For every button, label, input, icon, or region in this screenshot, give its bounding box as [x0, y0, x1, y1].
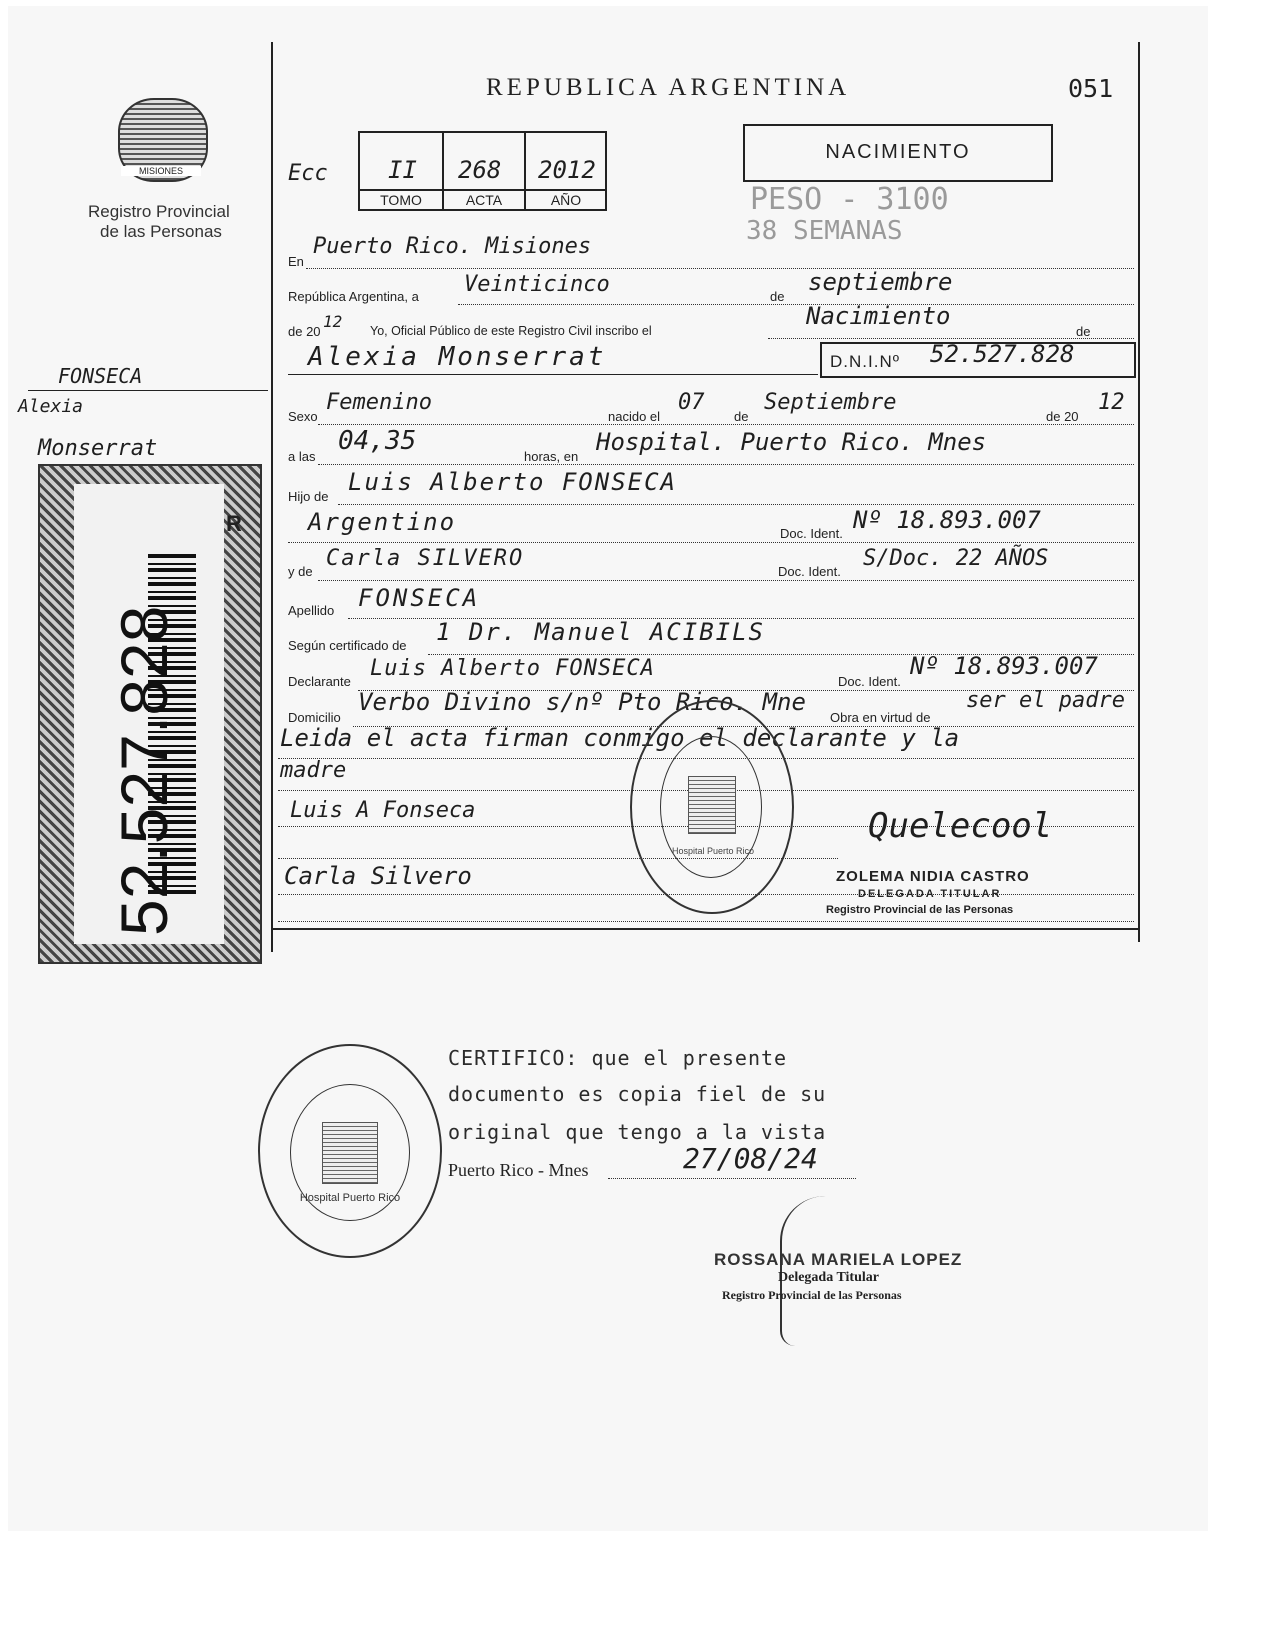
alas-line	[318, 464, 1134, 465]
nacido-label: nacido el	[608, 409, 661, 424]
nacionalidad-line	[288, 542, 1134, 543]
rep-value: Veinticinco	[464, 272, 610, 297]
acta-label: ACTA	[465, 192, 503, 208]
rep-line	[458, 304, 1134, 305]
yde-label: y de	[288, 564, 313, 579]
tomo-value: II	[388, 156, 417, 184]
side-name2: Monserrat	[38, 436, 158, 461]
official-signature: Quelecool	[868, 806, 1053, 846]
acta-value: 268	[458, 156, 502, 184]
dni-label: D.N.I.Nº	[830, 352, 900, 371]
side-name1: Alexia	[18, 396, 84, 417]
alas-label: a las	[288, 449, 316, 464]
note-line1: Leida el acta firman conmigo el declarante y la	[280, 724, 960, 752]
seal2-center-emblem-icon	[322, 1122, 378, 1184]
padre-doc: Nº 18.893.007	[853, 506, 1041, 534]
certificado-value: 1 Dr. Manuel ACIBILS	[436, 618, 765, 646]
certificado-label: Según certificado de	[288, 638, 407, 653]
sexo-value: Femenino	[326, 390, 432, 415]
obra-value: ser el padre	[966, 688, 1125, 713]
hora-value: 04,35	[338, 426, 417, 456]
seal1-center-emblem-icon	[688, 776, 736, 834]
year-value: 12	[323, 312, 343, 331]
tomo-label-line	[358, 189, 607, 191]
madre-value: Carla SILVERO	[326, 546, 525, 571]
cert-line3: original que tengo a la vista	[448, 1120, 827, 1144]
child-name-line	[288, 374, 818, 375]
tomo-label: TOMO	[380, 192, 422, 208]
dni-vertical: 52.527.828	[107, 605, 181, 936]
en-label: En	[288, 254, 304, 269]
domicilio-value: Verbo Divino s/nº Pto Rico. Mne	[358, 688, 806, 716]
de20-label: de 20	[1046, 409, 1079, 424]
inscribo-value: Nacimiento	[806, 302, 951, 330]
padre-value: Luis Alberto FONSECA	[348, 468, 677, 496]
child-name: Alexia Monserrat	[308, 342, 607, 372]
side-line-1	[28, 390, 268, 391]
oficial-text: Yo, Oficial Público de este Registro Civil inscribo el	[370, 324, 652, 338]
cert-place: Puerto Rico - Mnes	[448, 1160, 589, 1180]
signature1: Luis A Fonseca	[290, 798, 476, 823]
rep-label: República Argentina, a	[288, 289, 419, 304]
de-label3: de	[734, 409, 749, 424]
document-page	[8, 6, 1208, 1531]
page-number: 051	[1068, 74, 1114, 103]
weight-note-line2: 38 SEMANAS	[746, 216, 903, 246]
dni-value: 52.527.828	[930, 340, 1075, 368]
official-name: ZOLEMA NIDIA CASTRO	[836, 868, 1030, 885]
country-title: REPUBLICA ARGENTINA	[486, 74, 851, 101]
hijo-label: Hijo de	[288, 489, 329, 504]
seal2-inner-text: Hospital Puerto Rico	[299, 1192, 401, 1204]
weight-note-line1: PESO - 3100	[750, 182, 949, 217]
domicilio-label: Domicilio	[288, 710, 341, 725]
sexo-label: Sexo	[288, 409, 318, 424]
left-prefix: Ecc	[288, 161, 328, 186]
signer-org: Registro Provincial de las Personas	[722, 1288, 902, 1302]
record-type: NACIMIENTO	[825, 141, 971, 163]
right-border-line	[1138, 42, 1140, 942]
nacionalidad-value: Argentino	[308, 508, 457, 536]
bottom-border-line	[271, 928, 1138, 930]
horas-label: horas, en	[524, 449, 579, 464]
left-border-line	[271, 42, 273, 952]
cert-date: 27/08/24	[683, 1142, 818, 1175]
hijo-line	[338, 504, 1134, 505]
docident-label: Doc. Ident.	[780, 526, 843, 541]
anio-value: 2012	[538, 156, 596, 184]
nacido-month: Septiembre	[764, 390, 897, 415]
registry-name-line2: de las Personas	[100, 222, 222, 241]
declarante-doc-label: Doc. Ident.	[838, 674, 901, 689]
oficial-line	[768, 338, 1134, 339]
anio-label: AÑO	[550, 192, 582, 208]
de-label: de	[770, 289, 785, 304]
en-line	[306, 268, 1134, 269]
yde-line	[318, 580, 1134, 581]
de-label2: de	[1076, 324, 1091, 339]
declarante-value: Luis Alberto FONSECA	[370, 656, 655, 681]
official-org: Registro Provincial de las Personas	[826, 904, 1014, 916]
signature2: Carla Silvero	[284, 862, 472, 890]
official-title: DELEGADA TITULAR	[858, 888, 1002, 900]
cert-line2: documento es copia fiel de su	[448, 1082, 827, 1106]
docident-label2: Doc. Ident.	[778, 564, 841, 579]
note-line2: madre	[280, 758, 347, 783]
cert-line1: CERTIFICO: que el presente	[448, 1046, 788, 1070]
en-value: Puerto Rico. Misiones	[313, 234, 592, 259]
cert-place-line	[608, 1178, 856, 1179]
apellido-value: FONSECA	[358, 584, 481, 612]
nacido-year: 12	[1098, 390, 1125, 415]
nacido-day: 07	[678, 390, 705, 415]
signer-name: ROSSANA MARIELA LOPEZ	[714, 1250, 963, 1269]
sig4-rule	[278, 921, 1134, 922]
barcode-letter: R	[226, 511, 242, 536]
side-surname: FONSECA	[58, 364, 143, 388]
sexo-line	[318, 424, 1134, 425]
declarante-doc: Nº 18.893.007	[910, 652, 1098, 680]
registry-name-line1: Registro Provincial	[88, 202, 230, 221]
madre-doc: S/Doc. 22 AÑOS	[863, 546, 1049, 571]
obra-label: Obra en virtud de	[830, 710, 931, 725]
emblem-text: MISIONES	[121, 166, 201, 176]
declarante-label: Declarante	[288, 674, 351, 689]
apellido-label: Apellido	[288, 603, 335, 618]
month-value: septiembre	[808, 268, 953, 296]
lugar-value: Hospital. Puerto Rico. Mnes	[596, 428, 987, 456]
year-prefix: de 20	[288, 324, 321, 339]
signer-title: Delegada Titular	[778, 1270, 879, 1285]
seal1-inner: Hospital Puerto Rico	[671, 846, 755, 856]
